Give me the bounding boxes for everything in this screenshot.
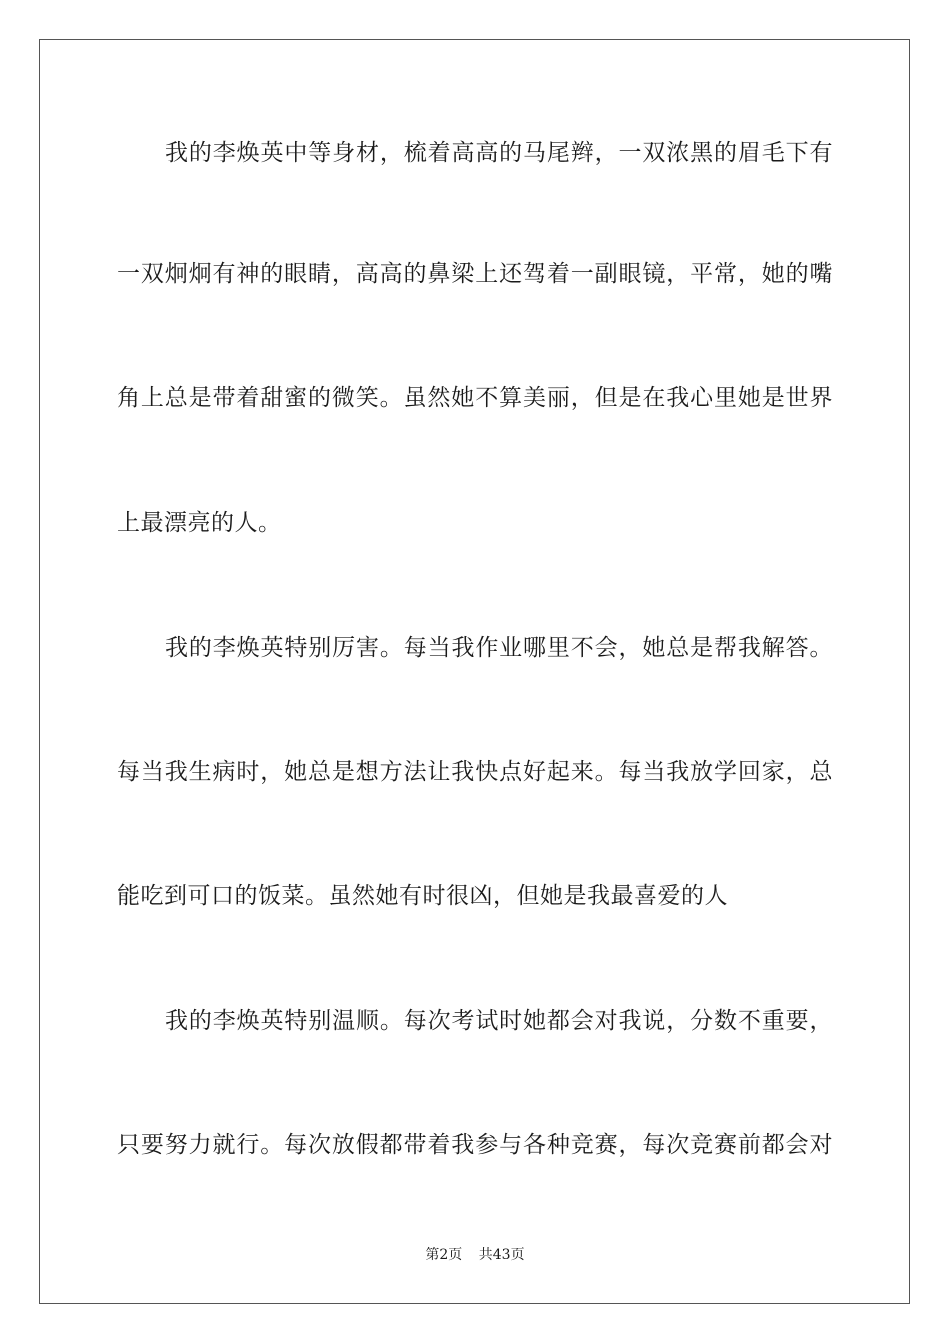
text-line: 上最漂亮的人。 [117, 510, 282, 536]
text-line: 每当我生病时，她总是想方法让我快点好起来。每当我放学回家，总 [117, 759, 833, 785]
page-total: 共43页 [478, 1247, 525, 1263]
text-line: 角上总是带着甜蜜的微笑。虽然她不算美丽，但是在我心里她是世界 [117, 385, 833, 411]
text-line: 只要努力就行。每次放假都带着我参与各种竞赛，每次竞赛前都会对 [117, 1132, 833, 1158]
text-line: 我的李焕英特别温顺。每次考试时她都会对我说，分数不重要， [165, 1008, 833, 1034]
text-line: 我的李焕英中等身材，梳着高高的马尾辫，一双浓黑的眉毛下有 [165, 140, 833, 166]
text-line: 一双炯炯有神的眼睛，高高的鼻梁上还驾着一副眼镜，平常，她的嘴 [117, 261, 833, 287]
text-line: 能吃到可口的饭菜。虽然她有时很凶，但她是我最喜爱的人 [117, 883, 728, 909]
page-number: 第2页 [425, 1247, 463, 1263]
page-footer [0, 1245, 950, 1265]
text-line: 我的李焕英特别厉害。每当我作业哪里不会，她总是帮我解答。 [165, 635, 833, 661]
page-border [39, 39, 910, 1304]
